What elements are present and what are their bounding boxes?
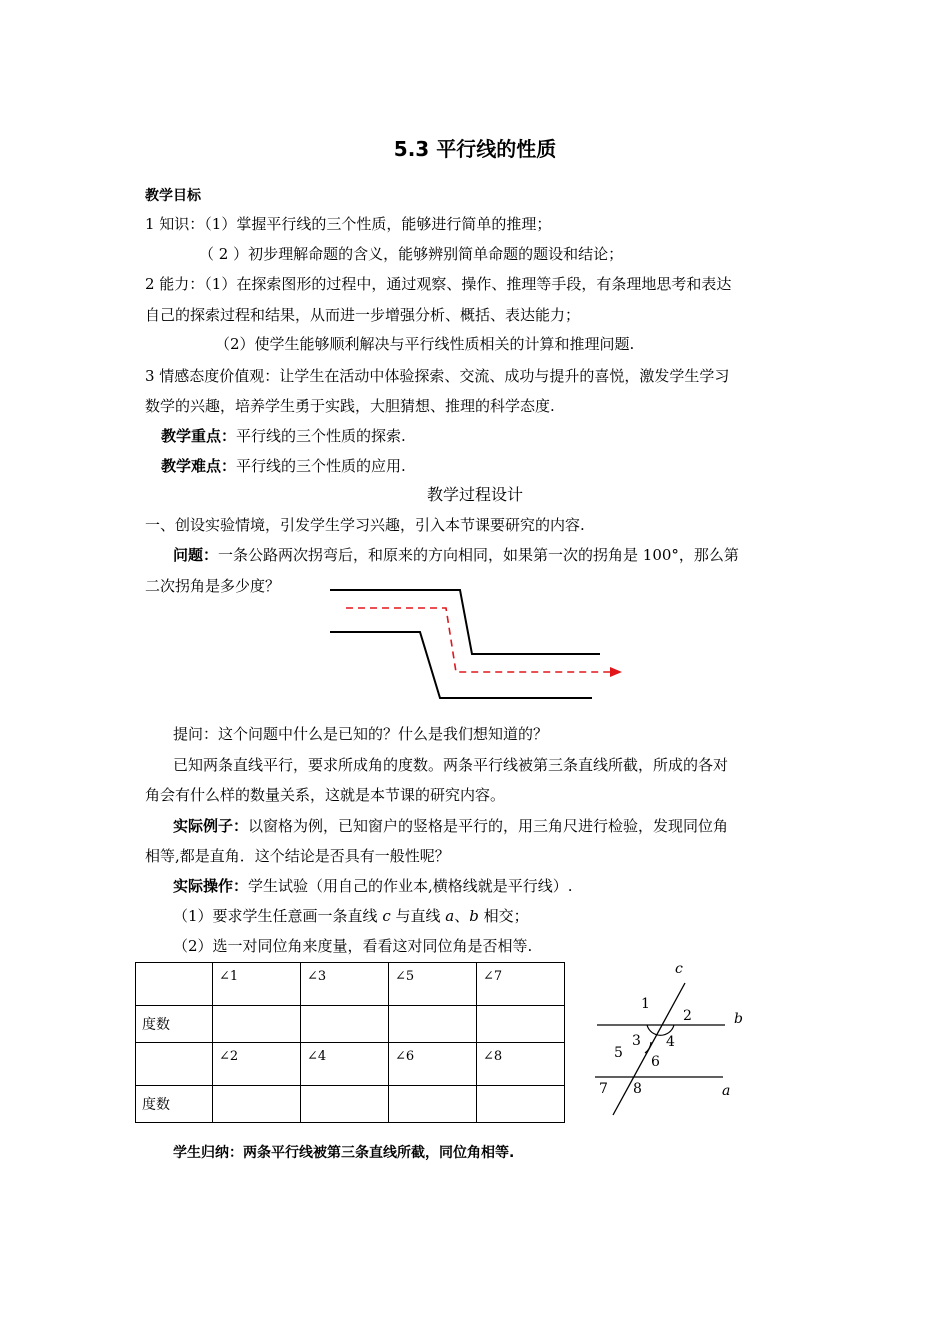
- operation-label: 实际操作：: [173, 877, 249, 895]
- angle-label-7: 7: [599, 1081, 608, 1097]
- step-1-sep: 、: [454, 907, 470, 925]
- table-cell[interactable]: [213, 1086, 301, 1123]
- label-line-b: b: [734, 1011, 743, 1027]
- focus-line: [161, 426, 406, 446]
- objective-line-4: 自己的探索过程和结果，从而进一步增强分析、概括、表达能力；: [145, 306, 581, 324]
- table-cell[interactable]: [213, 1006, 301, 1043]
- road-arrow-head: [610, 667, 622, 677]
- focus-text: 平行线的三个性质的探索.: [236, 427, 406, 445]
- known-line-1: 已知两条直线平行，要求所成角的度数。两条平行线被第三条直线所截，所成的各对: [173, 756, 729, 774]
- student-summary: 学生归纳：两条平行线被第三条直线所截，同位角相等.: [173, 1145, 515, 1161]
- table-cell[interactable]: [301, 1086, 389, 1123]
- table-cell[interactable]: [477, 1006, 565, 1043]
- table-row: [136, 963, 565, 1006]
- table-cell: 度数: [136, 1086, 213, 1123]
- example-label: 实际例子：: [173, 817, 249, 835]
- objectives-heading: 教学目标: [145, 188, 201, 204]
- difficulty-label: 教学难点：: [161, 457, 237, 475]
- angle-label-8: 8: [633, 1081, 642, 1097]
- question-line: [173, 545, 739, 565]
- operation-text: 学生试验（用自己的作业本,横格线就是平行线）.: [248, 877, 573, 895]
- objective-line-7: 数学的兴趣，培养学生勇于实践，大胆猜想、推理的科学态度.: [145, 397, 555, 415]
- table-cell: ∠2: [213, 1043, 301, 1086]
- example-text: 以窗格为例，已知窗户的竖格是平行的，用三角尺进行检验，发现同位角: [248, 817, 729, 835]
- table-row: [136, 1086, 565, 1123]
- objective-line-1: 1 知识：（1）掌握平行线的三个性质，能够进行简单的推理；: [145, 215, 552, 233]
- table-cell: [136, 1043, 213, 1086]
- step-1-var-b: b: [469, 907, 479, 925]
- angle-label-5: 5: [614, 1045, 623, 1061]
- label-line-c: c: [675, 961, 683, 977]
- step-1-var-c: c: [382, 907, 391, 925]
- focus-label: 教学重点：: [161, 427, 237, 445]
- table-cell: ∠8: [477, 1043, 565, 1086]
- table-cell: ∠6: [389, 1043, 477, 1086]
- question-label: 问题：: [173, 546, 219, 564]
- difficulty-text: 平行线的三个性质的应用.: [236, 457, 406, 475]
- page-title: 5.3 平行线的性质: [393, 137, 557, 161]
- angle-label-4: 4: [666, 1034, 675, 1050]
- ask-line: 提问：这个问题中什么是已知的？什么是我们想知道的？: [173, 725, 549, 743]
- objective-line-5: （2）使学生能够顺利解决与平行线性质相关的计算和推理问题.: [215, 335, 635, 353]
- step-1-text-mid: 与直线: [390, 907, 446, 925]
- angle-label-1: 1: [641, 996, 650, 1012]
- objective-line-2: （ 2 ）初步理解命题的含义，能够辨别简单命题的题设和结论；: [199, 245, 624, 263]
- table-cell: ∠3: [301, 963, 389, 1006]
- table-cell[interactable]: [389, 1006, 477, 1043]
- parallel-lines-figure: [585, 955, 765, 1125]
- table-row: [136, 1006, 565, 1043]
- step-1-text: （1）要求学生任意画一条直线: [173, 907, 383, 925]
- table-cell[interactable]: [301, 1006, 389, 1043]
- objective-line-6: 3 情感态度价值观：让学生在活动中体验探索、交流、成功与提升的喜悦，激发学生学习: [145, 367, 730, 385]
- table-cell[interactable]: [389, 1086, 477, 1123]
- question-line-2: 二次拐角是多少度？: [145, 577, 281, 595]
- table-cell[interactable]: [477, 1086, 565, 1123]
- table-cell: ∠4: [301, 1043, 389, 1086]
- question-text: 一条公路两次拐弯后，和原来的方向相同，如果第一次的拐角是 100°，那么第: [218, 546, 739, 564]
- difficulty-line: [161, 456, 406, 476]
- table-cell: [136, 963, 213, 1006]
- table-cell: 度数: [136, 1006, 213, 1043]
- angle-label-6: 6: [651, 1054, 660, 1070]
- road-diagram: [320, 580, 630, 710]
- process-heading: 教学过程设计: [426, 485, 523, 504]
- objective-line-3: 2 能力：（1）在探索图形的过程中，通过观察、操作、推理等手段，有条理地思考和表达: [145, 275, 732, 293]
- step-2: （2）选一对同位角来度量，看看这对同位角是否相等.: [173, 937, 533, 955]
- table-cell: ∠5: [389, 963, 477, 1006]
- example-line-2: 相等,都是直角．这个结论是否具有一般性呢？: [145, 847, 450, 865]
- table-cell: ∠1: [213, 963, 301, 1006]
- angle-label-2: 2: [683, 1008, 692, 1024]
- step-1: [173, 906, 529, 926]
- process-intro: 一、创设实验情境，引发学生学习兴趣，引入本节课要研究的内容.: [145, 516, 585, 534]
- road-path-dashed: [346, 608, 612, 672]
- table-cell: ∠7: [477, 963, 565, 1006]
- table-row: [136, 1043, 565, 1086]
- angle-label-3: 3: [632, 1033, 641, 1049]
- road-lower-edge: [330, 632, 592, 698]
- example-line: [173, 816, 728, 836]
- known-line-2: 角会有什么样的数量关系，这就是本节课的研究内容。: [145, 786, 506, 804]
- angle-measure-table: [135, 962, 565, 1123]
- label-line-a: a: [722, 1083, 731, 1099]
- step-1-var-a: a: [445, 907, 455, 925]
- step-1-text-end: 相交；: [478, 907, 529, 925]
- operation-line: [173, 876, 573, 896]
- road-upper-edge: [330, 590, 600, 654]
